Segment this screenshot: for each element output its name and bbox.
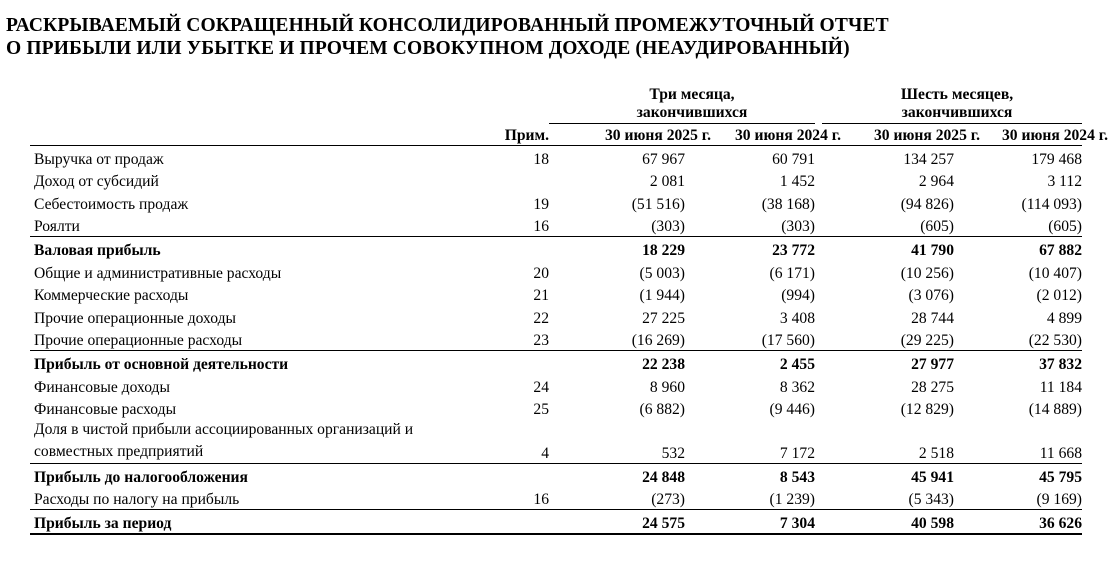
value-3m-2024: 7 172 — [779, 445, 815, 463]
row-note — [485, 237, 549, 260]
statement-row — [30, 328, 1082, 351]
value-6m-2024: (114 093) — [1021, 195, 1082, 213]
row-note — [485, 169, 549, 192]
row-label: Выручка от продаж — [34, 150, 164, 168]
value-6m-2025: (94 826) — [900, 195, 954, 213]
row-label: Коммерческие расходы — [34, 287, 189, 305]
row-label: Прибыль до налогообложения — [30, 464, 485, 487]
value-6m-2025: 41 790 — [822, 237, 954, 260]
value-6m-2025: 2 518 — [918, 445, 954, 463]
row-label: Роялти — [34, 218, 80, 236]
value-6m-2024: 11 184 — [1039, 378, 1082, 396]
statement-row — [30, 146, 1082, 169]
statement-row — [30, 419, 1082, 464]
value-6m-2024: 45 795 — [954, 464, 1082, 487]
three-months-label: Три месяца, закончившихся — [636, 86, 748, 121]
value-6m-2024: 37 832 — [954, 351, 1082, 374]
statement-row — [30, 487, 1082, 510]
row-label: Общие и административные расходы — [34, 264, 282, 282]
value-3m-2025: (6 882) — [639, 401, 685, 419]
value-3m-2025: 27 225 — [642, 309, 685, 327]
value-3m-2025: (51 516) — [631, 195, 685, 213]
value-3m-2024: (38 168) — [761, 195, 815, 213]
row-note: 23 — [533, 332, 549, 350]
value-3m-2024: (1 239) — [769, 491, 815, 509]
value-3m-2025: 22 238 — [549, 351, 685, 374]
value-6m-2025: (605) — [920, 218, 954, 236]
three-months-group-header — [549, 86, 815, 124]
statement-row — [30, 305, 1082, 328]
row-note: 16 — [533, 218, 549, 236]
col-header-3m-2025: 30 июня 2025 г. — [549, 124, 685, 146]
value-3m-2025: (5 003) — [639, 264, 685, 282]
value-6m-2024: (14 889) — [1028, 401, 1082, 419]
row-note: 24 — [533, 378, 549, 396]
statement-row — [30, 374, 1082, 397]
value-3m-2025: (273) — [651, 491, 685, 509]
statement-title-line-2: О ПРИБЫЛИ ИЛИ УБЫТКЕ И ПРОЧЕМ СОВОКУПНОМ ДОХОДЕ (НЕАУДИРОВАННЫЙ) — [6, 38, 850, 59]
value-6m-2024: (2 012) — [1036, 287, 1082, 305]
row-note: 16 — [533, 491, 549, 509]
period-group-header-row — [30, 86, 1082, 124]
value-6m-2025: 2 964 — [918, 173, 954, 191]
value-6m-2025: 28 275 — [911, 378, 954, 396]
row-label: Расходы по налогу на прибыль — [34, 491, 240, 509]
row-label: Финансовые доходы — [34, 378, 170, 396]
row-label: Доход от субсидий — [34, 173, 159, 191]
value-3m-2025: 24 575 — [549, 510, 685, 534]
value-3m-2024: 60 791 — [772, 150, 815, 168]
value-6m-2024: 4 899 — [1046, 309, 1082, 327]
statement-title-line-1: РАСКРЫВАЕМЫЙ СОКРАЩЕННЫЙ КОНСОЛИДИРОВАННЫЙ ПРОМЕЖУТОЧНЫЙ ОТЧЕТ — [6, 15, 889, 36]
value-6m-2025: (10 256) — [900, 264, 954, 282]
statement-row — [30, 237, 1082, 260]
value-3m-2024: 7 304 — [685, 510, 815, 534]
value-3m-2024: 8 543 — [685, 464, 815, 487]
value-3m-2024: 3 408 — [779, 309, 815, 327]
row-label: Прибыль за период — [30, 510, 485, 534]
value-3m-2024: (17 560) — [761, 332, 815, 350]
value-6m-2024: 179 468 — [1031, 150, 1082, 168]
row-note — [485, 510, 549, 534]
value-3m-2025: 67 967 — [642, 150, 685, 168]
value-3m-2024: (9 446) — [769, 401, 815, 419]
row-label: Прибыль от основной деятельности — [30, 351, 485, 374]
statement-row — [30, 214, 1082, 237]
value-3m-2024: 8 362 — [779, 378, 815, 396]
value-3m-2024: 23 772 — [685, 237, 815, 260]
row-label: Доля в чистой прибыли ассоциированных организаций и совместных предприятий — [34, 421, 414, 461]
value-6m-2025: 40 598 — [822, 510, 954, 534]
row-note: 19 — [533, 195, 549, 213]
value-3m-2024: (303) — [781, 218, 815, 236]
row-note — [485, 464, 549, 487]
value-3m-2025: (303) — [651, 218, 685, 236]
six-months-label: Шесть месяцев, закончившихся — [900, 86, 1014, 121]
value-6m-2024: (605) — [1048, 218, 1082, 236]
statement-row — [30, 260, 1082, 283]
statement-title — [6, 14, 889, 60]
value-3m-2024: (994) — [781, 287, 815, 305]
statement-row — [30, 283, 1082, 306]
income-statement-table — [30, 86, 1108, 535]
value-6m-2024: (10 407) — [1028, 264, 1082, 282]
value-3m-2025: 532 — [661, 445, 685, 463]
value-6m-2025: 28 744 — [911, 309, 954, 327]
row-note: 21 — [533, 287, 549, 305]
value-6m-2024: 11 668 — [1039, 445, 1082, 463]
statement-row — [30, 169, 1082, 192]
statement-row — [30, 351, 1082, 374]
row-note: 25 — [533, 401, 549, 419]
col-header-3m-2024: 30 июня 2024 г. — [685, 124, 815, 146]
value-3m-2024: 2 455 — [685, 351, 815, 374]
statement-row — [30, 191, 1082, 214]
value-6m-2024: 3 112 — [1047, 173, 1082, 191]
value-3m-2024: 1 452 — [779, 173, 815, 191]
value-6m-2025: 134 257 — [903, 150, 954, 168]
value-6m-2025: (5 343) — [908, 491, 954, 509]
value-3m-2025: 8 960 — [649, 378, 685, 396]
row-note: 18 — [533, 150, 549, 168]
row-label: Финансовые расходы — [34, 401, 177, 419]
value-6m-2024: 36 626 — [954, 510, 1082, 534]
statement-row — [30, 510, 1082, 534]
row-note: 4 — [541, 445, 549, 463]
value-3m-2025: 2 081 — [649, 173, 685, 191]
value-6m-2025: 27 977 — [822, 351, 954, 374]
col-header-6m-2025: 30 июня 2025 г. — [822, 124, 954, 146]
statement-row — [30, 397, 1082, 420]
statement-row — [30, 464, 1082, 487]
value-6m-2024: (22 530) — [1028, 332, 1082, 350]
note-column-header: Прим. — [485, 124, 549, 146]
value-6m-2025: (3 076) — [908, 287, 954, 305]
col-header-6m-2024: 30 июня 2024 г. — [954, 124, 1082, 146]
row-label: Прочие операционные расходы — [34, 332, 243, 350]
value-6m-2025: (12 829) — [900, 401, 954, 419]
row-note — [485, 351, 549, 374]
value-6m-2024: (9 169) — [1036, 491, 1082, 509]
row-note: 20 — [533, 264, 549, 282]
value-3m-2025: 24 848 — [549, 464, 685, 487]
six-months-group-header — [822, 86, 1082, 124]
row-label: Валовая прибыль — [30, 237, 485, 260]
value-3m-2025: 18 229 — [549, 237, 685, 260]
value-3m-2025: (16 269) — [631, 332, 685, 350]
value-3m-2025: (1 944) — [639, 287, 685, 305]
date-header-row — [30, 124, 1082, 146]
value-6m-2025: 45 941 — [822, 464, 954, 487]
value-3m-2024: (6 171) — [769, 264, 815, 282]
row-label: Себестоимость продаж — [34, 195, 189, 213]
row-label: Прочие операционные доходы — [34, 309, 237, 327]
value-6m-2024: 67 882 — [954, 237, 1082, 260]
value-6m-2025: (29 225) — [900, 332, 954, 350]
row-note: 22 — [533, 309, 549, 327]
